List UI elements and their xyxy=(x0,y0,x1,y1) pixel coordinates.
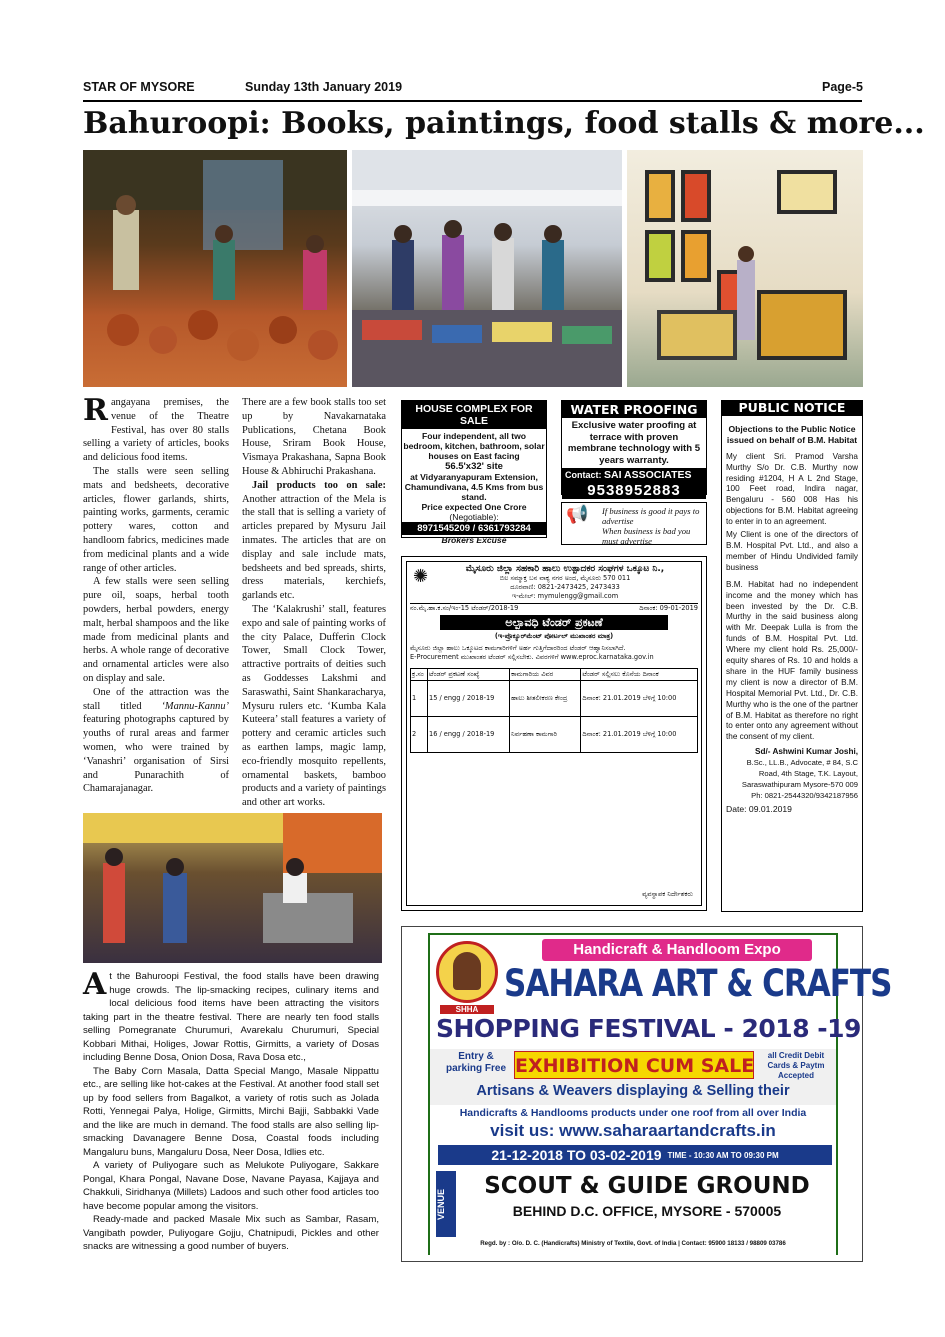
water-ad-title: WATER PROOFING xyxy=(562,401,706,418)
article1-col1: Rangayana premises, the venue of the Theatre Festival, has over 80 stalls selling a variety of articles, books and delicious food items. The stalls were seen selling mats and bedsheets, decorative articles, flower garlands, shirts, painting works, garments, ceramic pottery wares, cotton and handloom fabrics, medicines made from medicinal plants and a wide range of other articles. A few stalls were seen selling pure oil, soaps, herbal tooth powders, herbal powders, energy malt, herbal shampoos and the like made from medicinal plants and herbs. A whole range of decorative and ornamental articles were also on display and sale. One of the attraction was the stall titled ‘Mannu-Kannu’ featuring photographs captured by youths of rural areas and farmer women, who were trained by ‘Vanashri’ organisation of Sirsi and Punarachith of Chamarajanagar. xyxy=(83,393,229,795)
shopping-festival: SHOPPING FESTIVAL - 2018 -19 xyxy=(436,1014,861,1043)
article2-dropcap: A xyxy=(83,967,107,1002)
water-ad-phone: 9538952883 xyxy=(562,482,706,499)
expo-banner: Handicraft & Handloom Expo xyxy=(542,939,812,961)
water-ad-company: SAI ASSOCIATES xyxy=(604,469,692,481)
sahara-crafts-ad: Handicraft & Handloom Expo SHHA SAHARA ART & CRAFTS SHOPPING FESTIVAL - 2018 -19 Entry & parking Free EXHIBITION CUM SALE all Credit Debit Cards & Paytm Accepted Artisans & Weavers displaying & Selling their Handicrafts & Handlooms products under one roof from all over India visit us: www.saharaartandcrafts.in 21-12-2018 TO 03-02-2019 TIME - 10:30 AM TO 09:30 PM VENUE SCOUT & GUIDE GROUND BEHIND D.C. OFFICE, MYSORE - 570005 Regd. by : O/o. D. C. (Handicrafts) Ministry of Textile, Govt. of India | Contact: 95900 18133 / 98809 03786 xyxy=(401,926,863,1262)
article1-col2: There are a few book stalls too set up by Navakarnataka Publications, Chetana Book House, Sriram Book House, Vismaya Prakashana, Sapna Book House & Abhiruchi Prakashana. Jail products too on sale: Another attraction of the Mela is the stall that is selling a variety of articles prepared by Mysuru Jail inmates. The articles that are on display and sale include mats, bedsheets and bed spreads, shirts, dress materials, kerchiefs, garlands etc. The ‘Kalakrushi’ stall, features expo and sale of painting works of the city Palace, Dufferin Clock Tower, Small Clock Tower, attractive portraits of deities such as Goddesses Lakshmi and Saraswathi, Saint Shankaracharya, Mysuru rulers etc. ‘Kumba Kala Kuteera’ stall features a variety of pottery and ceramic articles such as earthen lamps, magic lamp, eco-friendly mosquito repellents, ornamental baskets, bamboo products and a variety of paintings and other art works. xyxy=(242,397,386,809)
paper-name: STAR OF MYSORE xyxy=(83,80,195,94)
notice-date: Date: 09.01.2019 xyxy=(726,803,792,814)
tender-notice: ✺ ಮೈಸೂರು ಜಿಲ್ಲಾ ಸಹಕಾರಿ ಹಾಲು ಉತ್ಪಾದಕರ ಸಂಘಗಳ ಒಕ್ಕೂಟ ನಿ., ಬಿಲ ಸಮ್ಮಾಕ್ತ ಬನ ವಾಕ್ಯ ನಗರ ಅಂದ, ಮೈಸೂರು 570 011 ದೂರವಾಣಿ: 0821-2473425, 2473433 ಇ-ಮೇಲ್: mymulengg@gmail.com ನಂ.ಮೈ.ಹಾ.ಕ.ಸಂ/ಇಂ-15 ಟೆಂಡರ್/2018-19 ದಿನಾಂಕ: 09-01-2019 ಅಲ್ಪಾವಧಿ ಟೆಂಡರ್ ಪ್ರಕಟಣೆ (ಇ-ಪ್ರೊಕ್ಯೂರ್‌ಮೆಂಟ್ ಪೋರ್ಟಲ್ ಮುಖಾಂತರ ಮಾತ್ರ) ಮೈಸೂರು ಜಿಲ್ಲಾ ಹಾಲು ಒಕ್ಕೂಟದ ಕಾಮಗಾರಿಗಳಿಗೆ ಅರ್ಹ ಗುತ್ತಿಗೆದಾರರಿಂದ ಟೆಂಡರ್ ಆಹ್ವಾನಿಸಲಾಗಿದೆ. E-Procurement ಮುಖಾಂತರ ಟೆಂಡರ್ ಸಲ್ಲಿಸಬೇಕು. ವಿವರಗಳಿಗೆ www.eproc.karnataka.gov.in ಕ್ರ.ಸಂ ಟೆಂಡರ್ ಪ್ರಕಟಣೆ ಸಂಖ್ಯೆ ಕಾಮಗಾರಿಯ ವಿವರ ಟೆಂಡರ್ ಸಲ್ಲಿಸಲು ಕೊನೆಯ ದಿನಾಂಕ 1 15 / engg / 2018-19 ಹಾಲು ಶೀತಲೀಕರಣ ಕೇಂದ್ರ ದಿನಾಂಕ: 21.01.2019 ಬೆಳಿಗ್ಗೆ 10:00 2 16 / engg / 2018-19 ನಿರ್ವಹಣಾ ಕಾಮಗಾರಿ ದಿನಾಂಕ: 21.01.2019 ಬೆಳಿಗ್ಗೆ 10:00 ವ್ಯವಸ್ಥಾಪಕ ನಿರ್ದೇಶಕರು xyxy=(401,556,707,911)
brand-name: SAHARA ART & CRAFTS xyxy=(504,962,892,1006)
advertise-slogan-ad: 📢 If business is good it pays to advertise When business is bad you must advertise xyxy=(561,502,707,545)
issue-date: Sunday 13th January 2019 xyxy=(245,80,403,94)
article2-body: At the Bahuroopi Festival, the food stalls have been drawing huge crowds. The lip-smacking recipes, culinary items and local delicious food items have been attracting the visitors taking part in the theatre festival. There are nearly ten food stalls selling Pomegranate Churumuri, Avarekalu Churumuri, Special Kobbari Mithai, Holiges, Jowar Rottis, Girmitts, a variety of Dosas including Benne Dosa, Onion Dosa, Rava Dosa etc., The Baby Corn Masala, Datta Special Mango, Masale Nippattu etc., are selling like hot-cakes at the Festival. At another food stall set up by food sellers from Bagalkot, a variety of rotis such as Jolada Rotti, Yennegai Palya, Holige, Girmitts, Mirchi Bajji, Sabbakki Vade and the like are much in demand. The food stalls are also selling lip-smacking Davanagere Benne Dosa, Coastal foods including Mangaluru buns, Mangaluru Dosa, Neer Dosa, Idlies etc. A variety of Puliyogare such as Melukote Puliyogare, Sakkare Pongal, Khara Pongal, Navane Dose, Navane Payasa, Kajjaya and Chakkuli, Siridhanya (Millets) Ladoos and such other food articles too have become popular among the visitors. Ready-made and packed Masale Mix such as Sambar, Rasam, Vangibath powder, Puliyogare Gojju, Chatnipudi, Pickles and other snacks are witnessing a good number of buyers. xyxy=(83,967,379,1252)
public-notice: PUBLIC NOTICE Objections to the Public Notice issued on behalf of B.M. Habitat My client Sri. Pramod Varsha Murthy S/o Dr. C.B. Murthy now residing #1204, H A L 2nd Stage, 100 Feet road, Indira nagar, Bengaluru - 560 008 Has his objections for B.M. Habitat agreeing to enter in to an agreement. My Client is one of the directors of B.M. Hospital Pvt. Ltd., and also a member of Hindu Undivided family business B.M. Habitat had no independent income and the money which has been invested by the Dr. C.B. Murthy in the said business along with Mr. Deepak Lulla is from the funds of B.M. Hospital Pvt. Ltd. Where my client hold Rs. 25,000/- equity shares of Rs. 10 and holds a share in the HUF family business my client is now a director of B.M. Hospital Memorial Pvt. Ltd., Dr. C.B. Murthy who is the one of the partner of B.M. Habitat as therefore no right to enter onto any agreement without the consent of my client. Sd/- Ashwini Kumar Joshi, B.Sc., LL.B., Advocate, # 84, S.C Road, 4th Stage, T.K. Layout, Saraswathipuram Mysore-570 009 Ph: 0821-2544320/9342187956 Date: 09.01.2019 xyxy=(721,400,863,912)
page-number: Page-5 xyxy=(822,80,863,94)
house-sale-ad: HOUSE COMPLEX FOR SALE Four independent, all two bedroom, kitchen, bathroom, solar houses on East facing 56.5'x32' site at Vidyaranyapuram Extension, Chamundivana, 4.5 Kms from bus stand. Price expected One Crore (Negotiable): 8971545209 / 6361793284 Brokers Excuse xyxy=(401,400,547,538)
dairy-logo-icon: ✺ xyxy=(413,566,429,587)
article1-dropcap: R xyxy=(83,393,108,428)
book-stall-photo xyxy=(352,150,622,387)
megaphone-icon: 📢 xyxy=(566,504,589,524)
water-proofing-ad: WATER PROOFING Exclusive water proofing at terrace with proven membrane technology with 5 years warranty. Contact: SAI ASSOCIATES 9538952883 xyxy=(561,400,707,495)
notice-signature: Sd/- Ashwini Kumar Joshi, xyxy=(755,747,858,757)
venue-ground: SCOUT & GUIDE GROUND xyxy=(484,1173,810,1199)
house-ad-title: HOUSE COMPLEX FOR SALE xyxy=(402,401,546,429)
tender-title: ಅಲ್ಪಾವಧಿ ಟೆಂಡರ್ ಪ್ರಕಟಣೆ xyxy=(440,615,668,630)
tender-org: ಮೈಸೂರು ಜಿಲ್ಲಾ ಸಹಕಾರಿ ಹಾಲು ಉತ್ಪಾದಕರ ಸಂಘಗಳ ಒಕ್ಕೂಟ ನಿ., xyxy=(465,564,665,574)
exhibition-sale: EXHIBITION CUM SALE xyxy=(514,1051,754,1079)
table-row: 2 16 / engg / 2018-19 ನಿರ್ವಹಣಾ ಕಾಮಗಾರಿ ದಿನಾಂಕ: 21.01.2019 ಬೆಳಿಗ್ಗೆ 10:00 xyxy=(411,717,698,753)
house-ad-phone: 8971545209 / 6361793284 xyxy=(402,522,546,535)
website: visit us: www.saharaartandcrafts.in xyxy=(490,1121,776,1140)
tender-table: ಕ್ರ.ಸಂ ಟೆಂಡರ್ ಪ್ರಕಟಣೆ ಸಂಖ್ಯೆ ಕಾಮಗಾರಿಯ ವಿವರ ಟೆಂಡರ್ ಸಲ್ಲಿಸಲು ಕೊನೆಯ ದಿನಾಂಕ 1 15 / engg / 2018-19 ಹಾಲು ಶೀತಲೀಕರಣ ಕೇಂದ್ರ ದಿನಾಂಕ: 21.01.2019 ಬೆಳಿಗ್ಗೆ 10:00 2 16 / engg / 2018-19 ನಿರ್ವಹಣಾ ಕಾಮಗಾರಿ ದಿನಾಂಕ: 21.01.2019 ಬೆಳಿಗ್ಗೆ 10:00 xyxy=(410,668,698,753)
sahara-logo xyxy=(436,941,498,1003)
headline: Bahuroopi: Books, paintings, food stalls & more... xyxy=(83,106,925,141)
pottery-stall-photo xyxy=(83,150,347,387)
food-stall-photo xyxy=(83,813,382,963)
table-row: 1 15 / engg / 2018-19 ಹಾಲು ಶೀತಲೀಕರಣ ಕೇಂದ್ರ ದಿನಾಂಕ: 21.01.2019 ಬೆಳಿಗ್ಗೆ 10:00 xyxy=(411,681,698,717)
painting-stall-photo xyxy=(627,150,863,387)
header-rule xyxy=(83,100,862,102)
notice-title: PUBLIC NOTICE xyxy=(722,401,862,416)
